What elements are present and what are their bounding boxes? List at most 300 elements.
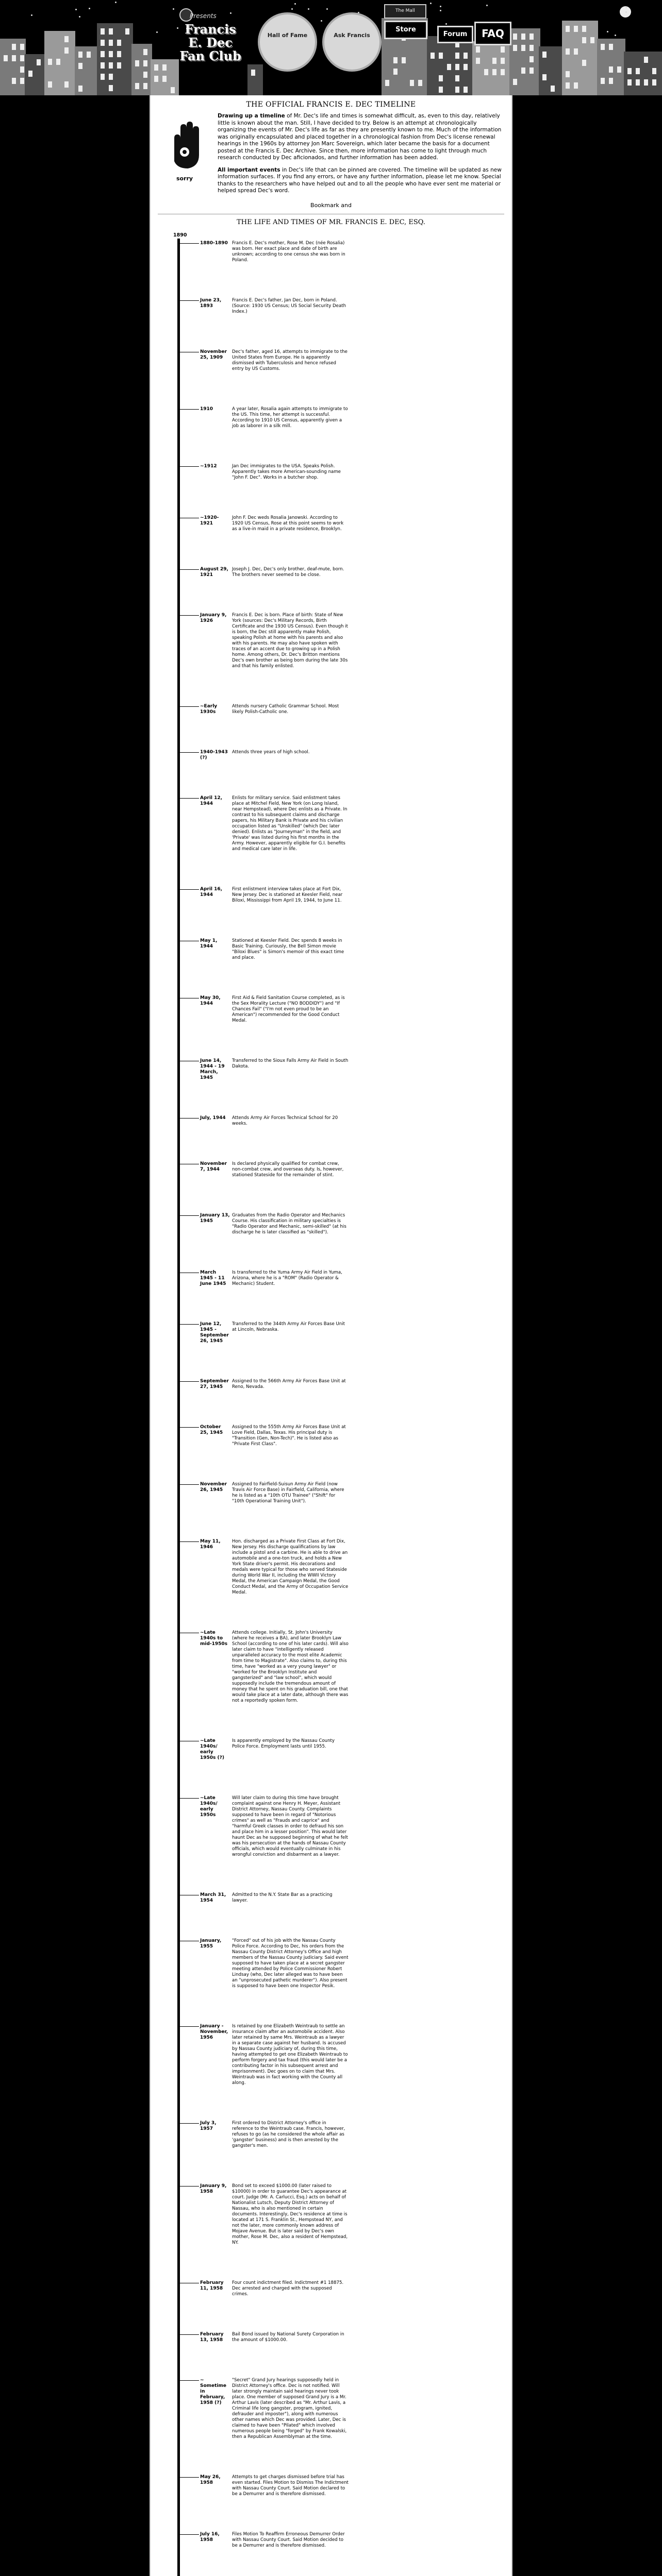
timeline-date: ~1920-1921: [200, 515, 219, 526]
timeline-date: May 11, 1946: [200, 1538, 221, 1550]
star-icon: [321, 20, 322, 22]
timeline-date: 1910: [200, 406, 213, 412]
timeline-description: Admitted to the N.Y. State Bar as a practicing lawyer.: [232, 1892, 333, 1903]
window: [393, 57, 398, 63]
window: [78, 63, 82, 69]
timeline-entries: [158, 241, 508, 2576]
timeline-entry: [158, 1379, 508, 1390]
timeline-date: ~Late 1940s to mid-1950s: [200, 1630, 228, 1647]
window: [601, 44, 605, 50]
timeline-date: November 7, 1944: [200, 1161, 227, 1172]
timeline-start-year: 1890: [173, 232, 187, 238]
window: [101, 40, 105, 46]
star-icon: [440, 10, 441, 11]
timeline-description: Attempts to get charges dismissed before trial has even started. Files Motion to Dismiss The Indictment with Nassau County Court. Said Motion declared to be a Demurrer and is therefore dismissed.: [232, 2474, 349, 2497]
forum-link[interactable]: Forum: [437, 26, 473, 43]
timeline-date: May 26, 1958: [200, 2474, 221, 2485]
timeline-description: First ordered to District Attorney's office in reference to the Weintraub case. Francis, however, refuses to go (as he considered the whole affair as 'gangster' business) and is then arrested by the gangster's men.: [232, 2120, 345, 2148]
window: [64, 47, 69, 54]
timeline-description: First Aid & Field Sanitation Course completed, as is the Sex Morality Lecture ("NO BODDIDY") and "If Chances Fail" ("I'm not even proud to be an American") recommended for the Good Conduct Medal.: [232, 995, 345, 1023]
timeline-description: Attends nursery Catholic Grammar School. Most likely Polish-Catholic one.: [232, 703, 339, 715]
window: [476, 46, 480, 53]
window: [652, 79, 656, 86]
window: [574, 82, 578, 89]
window: [143, 49, 147, 55]
window: [4, 55, 8, 61]
building: [539, 46, 564, 95]
star-icon: [75, 9, 77, 10]
window: [162, 64, 167, 71]
timeline-date: January, 1955: [200, 1938, 222, 1949]
window: [48, 59, 52, 65]
window: [418, 80, 422, 86]
timeline-description: Francis E. Dec's father, Jan Dec, born in Poland. (Source: 1930 US Census; US Social Security Death Index.): [232, 297, 346, 314]
window: [455, 75, 459, 81]
building: [97, 23, 133, 95]
window: [464, 53, 468, 59]
window: [455, 87, 459, 93]
timeline-description: Francis E. Dec's mother, Rose M. Dec (née Rosalia) was born. Her exact place and date of birth are unknown; according to one census she was born in Poland.: [232, 240, 345, 263]
window: [135, 60, 139, 66]
window: [12, 44, 16, 50]
timeline-description: Graduates from the Radio Operator and Mechanics Course. His classification in military specialties is "Radio Operator and Mechanic, semi-skilled" (at his discharge he is later classified as "skilled").: [232, 1212, 346, 1235]
window: [78, 52, 82, 58]
window: [484, 69, 488, 75]
building: [562, 21, 598, 95]
window: [590, 37, 594, 43]
mall-sign: The Mall: [384, 4, 426, 19]
window: [542, 74, 547, 80]
timeline-description: Assigned to Fairfield-Suisun Army Air Field (now Travis Air Force Base) in Fairfield, California, where he is listed as a "10th OTU Trainee" ("Shift" for "10th Operational Training Unit").: [232, 1481, 344, 1504]
timeline-date: 1880-1890: [200, 240, 228, 246]
window: [135, 83, 139, 89]
window: [20, 78, 24, 84]
star-icon: [486, 5, 488, 6]
timeline-entry: [158, 1539, 508, 1596]
timeline-date: January 9, 1958: [200, 2183, 227, 2194]
window: [28, 71, 32, 77]
window: [101, 51, 105, 57]
timeline-tick: [180, 798, 199, 799]
timeline-entry: [158, 704, 508, 715]
timeline-date: January 9, 1926: [200, 612, 227, 623]
timeline-tick: [180, 2534, 199, 2535]
window: [117, 62, 121, 69]
timeline-date: ~Late 1940s/ early 1950s (?): [200, 1738, 224, 1760]
intro-lead-2: All important events: [218, 166, 280, 173]
emblem-caption: sorry: [176, 175, 193, 182]
timeline-tick: [180, 1427, 199, 1428]
timeline-entry: [158, 2475, 508, 2497]
building: [427, 36, 473, 95]
window: [609, 44, 613, 50]
star-icon: [445, 23, 447, 25]
building: [247, 64, 263, 95]
timeline-date: November 26, 1945: [200, 1481, 227, 1493]
window: [78, 86, 82, 92]
building: [0, 39, 26, 95]
timeline-entry: [158, 1892, 508, 1904]
star-icon: [308, 8, 309, 10]
star-icon: [615, 35, 616, 36]
timeline-tick: [180, 2380, 199, 2381]
timeline-date: April 12, 1944: [200, 795, 223, 806]
window: [513, 33, 517, 40]
bookmark-link[interactable]: Bookmark and: [310, 201, 352, 209]
window: [542, 52, 547, 58]
timeline-description: Dec's father, aged 16, attempts to immigrate to the United States from Europe. He is apparently dismissed with Tuberculosis and hence refused entry by US Customs.: [232, 349, 347, 371]
site-logo[interactable]: [174, 2, 246, 90]
window: [582, 26, 586, 32]
window: [513, 45, 517, 51]
timeline-tick: [180, 2123, 199, 2124]
timeline-entry: [158, 2183, 508, 2246]
building: [75, 46, 98, 95]
window: [439, 87, 443, 93]
hall-of-fame-label: Hall of Fame: [267, 32, 308, 39]
logo-title: [174, 23, 246, 63]
window: [501, 58, 505, 64]
timeline-entry: [158, 1058, 508, 1081]
timeline-tick: [180, 1381, 199, 1382]
intro-text-2: in Dec's life that can be pinned are covered. The timeline will be updated as new information surfaces. If you find any errors, or have any further information, please let me know. Special thanks to the researchers who have helped out and to all the people who have ever sent me material or helped spread Dec's word.: [218, 166, 502, 194]
timeline-tick: [180, 300, 199, 301]
star-icon: [430, 3, 432, 4]
timeline-date: September 27, 1945: [200, 1378, 229, 1389]
faq-link[interactable]: FAQ: [474, 22, 511, 45]
window: [37, 59, 41, 65]
window: [117, 51, 121, 57]
timeline-entry: [158, 464, 508, 481]
timeline-tick: [180, 706, 199, 707]
timeline-tick: [180, 2186, 199, 2187]
timeline-description: A year later, Rosalia again attempts to immigrate to the US. This time, her attempt is successful. According to 1910 US Census, apparently given a job as laborer in a silk mill.: [232, 406, 348, 429]
intro-text-1: of Mr. Dec's life and times is somewhat difficult, as, even to this day, relatively little is known about the man. Still, I have decided to try. Below is an attempt at chronologically organizing the events of Mr. Dec's life as far as they are presently known to me. Much of the information was originally encapsulated and placed together in a chronological fashion from Dec's license renewal hearings in the 1960s by attorney Jon Marc Sovereign, which later became the basis for a document posted at the Francis E. Dec Archive. Since then, more information has come to light through much research conducted by Dec aficionados, and further information has been added.: [218, 113, 502, 161]
timeline-description: Files Motion To Reaffirm Erroneous Demurrer Order with Nassau County Court. Said Motion decided to be a Demurrer and is therefore dismissed.: [232, 2531, 345, 2548]
page-title: THE OFFICIAL FRANCIS E. DEC TIMELINE: [246, 100, 416, 109]
window: [566, 26, 570, 32]
timeline-entry: [158, 1213, 508, 1235]
timeline-entry: [158, 515, 508, 532]
window: [87, 52, 91, 58]
timeline-entry: [158, 1630, 508, 1704]
star-icon: [607, 31, 608, 32]
window: [501, 69, 505, 75]
window: [617, 66, 621, 73]
timeline-date: January 13, 1945: [200, 1212, 230, 1224]
window: [64, 36, 69, 42]
window: [447, 64, 451, 70]
window: [143, 60, 147, 66]
window: [64, 81, 69, 88]
star-icon: [326, 8, 328, 10]
fan-club-emblem: [159, 115, 210, 182]
timeline-entry: [158, 1482, 508, 1504]
timeline-tick: [180, 409, 199, 410]
window: [551, 86, 555, 92]
window: [582, 60, 586, 66]
window: [56, 59, 60, 65]
window: [101, 28, 105, 35]
section-title: THE LIFE AND TIMES OF MR. FRANCIS E. DEC, ESQ.: [237, 218, 425, 226]
timeline-description: Attends college. Initially, St. John's University (where he receives a BA), and later Brooklyn Law School (according to one of his later cards). Will also later claim to have "intelligently released unparalleled accuracy to the most elite Academic from time to Magistrate". Also claims to, during this time, have "worked as a very young lawyer" or "worked for the Brooklyn Institute and gangsterized" and "law school", which would supposedly include the tremendous amount of money that he spent on his graduation bill, one that would take place at a later date, although there was not a reportedly spoken form.: [232, 1630, 349, 1703]
hand-emblem-icon: [159, 115, 210, 172]
window: [566, 82, 570, 89]
building: [509, 28, 540, 95]
building: [44, 31, 75, 95]
timeline-description: Assigned to the 555th Army Air Forces Base Unit at Love Field, Dallas, Texas. His principal duty is "Transition (Gen, Non-Tech)". He is listed also as "Private First Class".: [232, 1424, 346, 1447]
building: [472, 41, 511, 95]
timeline-entry: [158, 1161, 508, 1178]
star-icon: [625, 11, 627, 13]
window: [402, 57, 406, 63]
timeline-description: Bond set to exceed $1000.00 (later raised to $10000) in order to guarantee Dec's appearance at court. Judge (Mr. A. Carlucci, Esq.) acts on behalf of Nationalist Lutsch, Deputy District Attorney of Nassau, who is also mentioned in certain documents. Interestingly, Dec's residence at time is located at 171 S. Franklin St., Hempstead NY, and not the later, more commonly known address of Mojave Avenue. But is later said by Dec's own mother, Rose M. Dec, also a resident of Hempstead, NY.: [232, 2183, 348, 2245]
window: [439, 53, 443, 59]
timeline-description: Jan Dec immigrates to the USA. Speaks Polish. Apparently takes more American-sounding name "John F. Dec". Works in a butcher shop.: [232, 463, 341, 480]
window: [117, 40, 121, 46]
window: [109, 40, 113, 46]
timeline-description: Is retained by one Elizabeth Weintraub to settle an insurance claim after an automobile accident. Also later retained by same Mrs. Weintraub as a lawyer in a separate case against her husband. Is accused by Nassau County judiciary of, during this time, having attempted to get one Elizabeth Weintraub to perform forgery and tax fraud (this would later be a contributing factor in his subsequent arrest and imprisonment). Dec goes on to claim that Mrs. Weintraub was in fact working with the County all along.: [232, 2023, 348, 2086]
timeline-tick: [180, 2334, 199, 2335]
star-icon: [625, 7, 627, 8]
timeline-description: Is declared physically qualified for combat crew, non-combat crew, and overseas duty. Is, however, stationed Stateside for the remainder of stint.: [232, 1161, 344, 1178]
window: [476, 58, 480, 64]
window: [582, 37, 586, 43]
window: [109, 51, 113, 57]
timeline-date: July 16, 1958: [200, 2531, 220, 2543]
timeline-date: June 12, 1945 - September 26, 1945: [200, 1321, 229, 1344]
window: [251, 70, 255, 76]
timeline-tick: [180, 889, 199, 890]
window: [574, 26, 578, 32]
timeline-entry: [158, 349, 508, 372]
window: [20, 66, 24, 73]
timeline-description: Is apparently employed by the Nassau County Police Force. Employment lasts until 1955.: [232, 1738, 335, 1749]
timeline-date: August 29, 1921: [200, 566, 228, 578]
building: [25, 54, 45, 95]
timeline-date: ~Late 1940s/ early 1950s: [200, 1795, 218, 1818]
timeline-date: January - November, 1956: [200, 2023, 228, 2040]
timeline-entry: [158, 1795, 508, 1858]
timeline-date: April 16, 1944: [200, 886, 223, 897]
timeline-tick: [180, 466, 199, 467]
window: [492, 58, 496, 64]
building: [131, 44, 152, 95]
window: [601, 78, 605, 84]
window: [566, 48, 570, 55]
timeline-description: Hon. discharged as a Private First Class at Fort Dix, New Jersey. His discharge qualifications by law include a pistol and a carbine. He is able to drive an automobile and a one-ton truck, and holds a New York State driver's permit. His decorations and medals were typical for those who served Stateside during World War II, including the WWII Victory Medal, the American Campaign Medal, the Good Conduct Medal, and the Army of Occupation Service Medal.: [232, 1538, 349, 1595]
timeline-date: November 25, 1909: [200, 349, 227, 360]
window: [529, 45, 534, 51]
timeline-description: Transferred to the 344th Army Air Forces Base Unit at Lincoln, Nebraska.: [232, 1321, 345, 1332]
timeline-entry: [158, 298, 508, 315]
timeline-entry: [158, 241, 508, 263]
timeline-entry: [158, 2024, 508, 2086]
window: [20, 44, 24, 50]
window: [652, 68, 656, 74]
store-link[interactable]: Store: [384, 21, 427, 39]
timeline-tick: [180, 752, 199, 753]
timeline-tick: [180, 1484, 199, 1485]
timeline-entry: [158, 613, 508, 669]
timeline-description: Assigned to the 566th Army Air Forces Base Unit at Reno, Nevada.: [232, 1378, 346, 1389]
window: [143, 83, 147, 89]
timeline-entry: [158, 1270, 508, 1287]
timeline-description: Stationed at Keesler Field. Dec spends 8 weeks in Basic Training. Curiously, the Bell Simon movie "Biloxi Blues" is Simon's memoir of this exact time and place.: [232, 938, 344, 960]
timeline-entry: [158, 2532, 508, 2549]
timeline-entry: [158, 750, 508, 761]
star-icon: [115, 2, 117, 3]
window: [529, 56, 534, 62]
timeline-date: ~1912: [200, 463, 217, 469]
timeline-entry: [158, 2378, 508, 2440]
timeline-date: May 30, 1944: [200, 995, 221, 1006]
window: [529, 67, 534, 74]
timeline-date: May 1, 1944: [200, 938, 218, 949]
timeline-description: Attends three years of high school.: [232, 749, 310, 755]
content-panel: [150, 95, 512, 2576]
timeline-date: February 13, 1958: [200, 2331, 224, 2343]
star-icon: [89, 8, 90, 9]
window: [143, 72, 147, 78]
timeline-description: John F. Dec weds Rosalia Janowski. According to 1920 US Census, Rose at this point seems to work as a live-in maid in a private residence, Brooklyn.: [232, 515, 344, 532]
window: [501, 46, 505, 53]
star-icon: [79, 16, 80, 18]
timeline-date: ~ Sometime in February, 1958 (?): [200, 2377, 227, 2405]
window: [393, 69, 398, 75]
window: [162, 76, 167, 82]
star-icon: [31, 14, 32, 16]
window: [627, 79, 632, 86]
logo-line-1: Francis: [185, 22, 236, 37]
logo-line-3: Fan Club: [179, 48, 241, 63]
timeline-description: Enlists for military service. Said enlistment takes place at Mitchel Field, New York (on Long Island, near Hempstead), where Dec enlists as a Private. In contrast to his subsequent claims and discharge papers, his Military Bank is Private and his civilian occupation listed as "Unskilled" (which Dec later denied). Enlists as "Journeyman" in the field, and 'Private' was listed during his first months in the Army. However, apparently eligible for G.I. benefits and medical care later in life.: [232, 795, 347, 852]
timeline-date: June 14, 1944 - 19 March, 1945: [200, 1058, 225, 1080]
window: [609, 66, 613, 73]
timeline-tick: [180, 243, 199, 244]
timeline-description: "Forced" out of his job with the Nassau County Police Force. According to Dec, his orders from the Nassau County District Attorney's Office and high members of the Nassau County judiciary. Said event supposed to have taken place at a secret gangster meeting attended by Police Commissioner Robert Lindsay (who, Dec later alleged was to have been an "unprosecuted pathetic murderer"). Also present is supposed to have been one Inspector Pesik.: [232, 1938, 349, 1989]
timeline-description: Attends Army Air Forces Technical School for 20 weeks.: [232, 1115, 338, 1126]
timeline-date: July 3, 1957: [200, 2120, 217, 2131]
timeline-entry: [158, 1115, 508, 1127]
intro-lead-1: Drawing up a timeline: [218, 113, 285, 119]
ask-francis-label: Ask Francis: [334, 32, 370, 39]
timeline-description: Francis E. Dec is born. Place of birth: State of New York (sources: Dec's Military Records, Birth Certificate and the 1930 US Census). Even though it is born, the Dec still apparently make Polish, speaking Polish at home with his parents and also with his parents. He may also have spoken with traces of an accent due to growing up in a Polish home. Among others, Dr. Dec's Britton mentions Dec's own brother as being born during the late 30s and that his family enlisted.: [232, 612, 349, 669]
timeline-description: Four count indictment filed. Indictment #1 18875. Dec arrested and charged with the supposed crimes.: [232, 2280, 344, 2297]
window: [20, 55, 24, 61]
window: [125, 28, 129, 35]
window: [644, 57, 648, 63]
timeline-entry: [158, 2332, 508, 2343]
window: [521, 33, 525, 40]
window: [521, 45, 525, 51]
hall-of-fame-link[interactable]: [258, 12, 317, 72]
timeline-description: First enlistment interview takes place at Fort Dix, New Jersey. Dec is stationed at Keesler Field, near Biloxi, Mississippi from April 19, 1944, to June 11.: [232, 886, 343, 903]
window: [109, 85, 113, 91]
timeline-entry: [158, 887, 508, 904]
window: [464, 64, 468, 70]
window: [464, 87, 468, 93]
window: [109, 62, 113, 69]
intro-section: [151, 113, 511, 195]
window: [154, 76, 158, 82]
window: [521, 67, 525, 74]
window: [385, 80, 389, 86]
timeline-date: ~Early 1930s: [200, 703, 218, 715]
timeline-date: February 11, 1958: [200, 2280, 224, 2291]
window: [455, 64, 459, 70]
window: [12, 78, 16, 84]
timeline-date: 1940-1943 (?): [200, 749, 228, 760]
star-icon: [291, 8, 293, 10]
timeline: [158, 232, 508, 2576]
window: [109, 74, 113, 80]
timeline-description: Joseph J. Dec, Dec's only brother, deaf-mute, born. The brothers never seemed to be close.: [232, 566, 344, 578]
timeline-description: Bail Bond issued by National Surety Corporation in the amount of $1000.00.: [232, 2331, 344, 2343]
timeline-entry: [158, 1738, 508, 1761]
timeline-tick: [180, 1215, 199, 1216]
timeline-entry: [158, 567, 508, 578]
timeline-tick: [180, 615, 199, 616]
timeline-entry: [158, 2121, 508, 2149]
window: [101, 62, 105, 69]
star-icon: [156, 31, 158, 33]
intro-paragraph-1: [218, 113, 504, 162]
window: [101, 74, 105, 80]
timeline-entry: [158, 938, 508, 961]
window: [410, 80, 414, 86]
timeline-tick: [180, 2026, 199, 2027]
building: [624, 52, 662, 95]
window: [574, 48, 578, 55]
timeline-tick: [180, 2477, 199, 2478]
timeline-description: Will later claim to during this time have brought complaint against one Henry H. Meyer, Assistant District Attorney, Nassau County. Complaints supposed to have been in regard of "Notorious crimes" as well as "Frauds and caprice" and "harmful Greek classes in order to defraud his son and place him in a lesser position". This would later haunt Dec as he supposed beginning of what he felt was his persecution at the hands of Nassau County officials, which would eventually culminate in his wrongful conviction and disbarment as a lawyer.: [232, 1795, 348, 1857]
intro-paragraph-2: [218, 167, 504, 195]
star-icon: [440, 6, 441, 7]
timeline-entry: [158, 995, 508, 1024]
timeline-description: Is transferred to the Yuma Army Air Field in Yuma, Arizona, where he is a "ROM" (Radio Operator & Mechanic) Student.: [232, 1269, 342, 1286]
window: [636, 68, 640, 74]
window: [492, 69, 496, 75]
timeline-description: "Secret" Grand Jury hearings supposedly held in District Attorney's office. Dec is not notified. Will later strongly maintain said hearings never took place. One member of supposed Grand Jury is a Mr. Arthur Lavis (later described as "Mr. Arthur Lavis, a Criminal life long gangster, program, ignited, defrauder and imposter"), along with numerous other names which Dec was provided. Later, Dec is claimed to have been "Pilated" which involved numerous people being "forged" by Frank Kowalski, then a Republican Assemblyman at the time.: [232, 2377, 347, 2439]
timeline-description: Transferred to the Sioux Falls Army Air Field in South Dakota.: [232, 1058, 349, 1069]
ask-francis-link[interactable]: [322, 12, 382, 72]
window: [48, 81, 52, 88]
logo-line-2: E. Dec: [188, 35, 233, 50]
timeline-entry: [158, 1321, 508, 1344]
timeline-tick: [180, 1324, 199, 1325]
timeline-date: October 25, 1945: [200, 1424, 223, 1435]
timeline-tick: [180, 569, 199, 570]
window: [513, 79, 517, 85]
timeline-entry: [158, 406, 508, 429]
timeline-date: July, 1944: [200, 1115, 226, 1121]
timeline-entry: [158, 2280, 508, 2297]
window: [644, 79, 648, 86]
window: [431, 53, 435, 59]
building: [597, 39, 625, 95]
timeline-tick: [180, 1798, 199, 1799]
window: [439, 75, 443, 81]
window: [109, 28, 113, 35]
window: [636, 79, 640, 86]
timeline-date: March 1945 - 11 June 1945: [200, 1269, 226, 1286]
timeline-tick: [180, 1541, 199, 1542]
window: [609, 78, 613, 84]
window: [455, 53, 459, 59]
window: [154, 64, 158, 71]
timeline-date: June 23, 1893: [200, 297, 222, 309]
